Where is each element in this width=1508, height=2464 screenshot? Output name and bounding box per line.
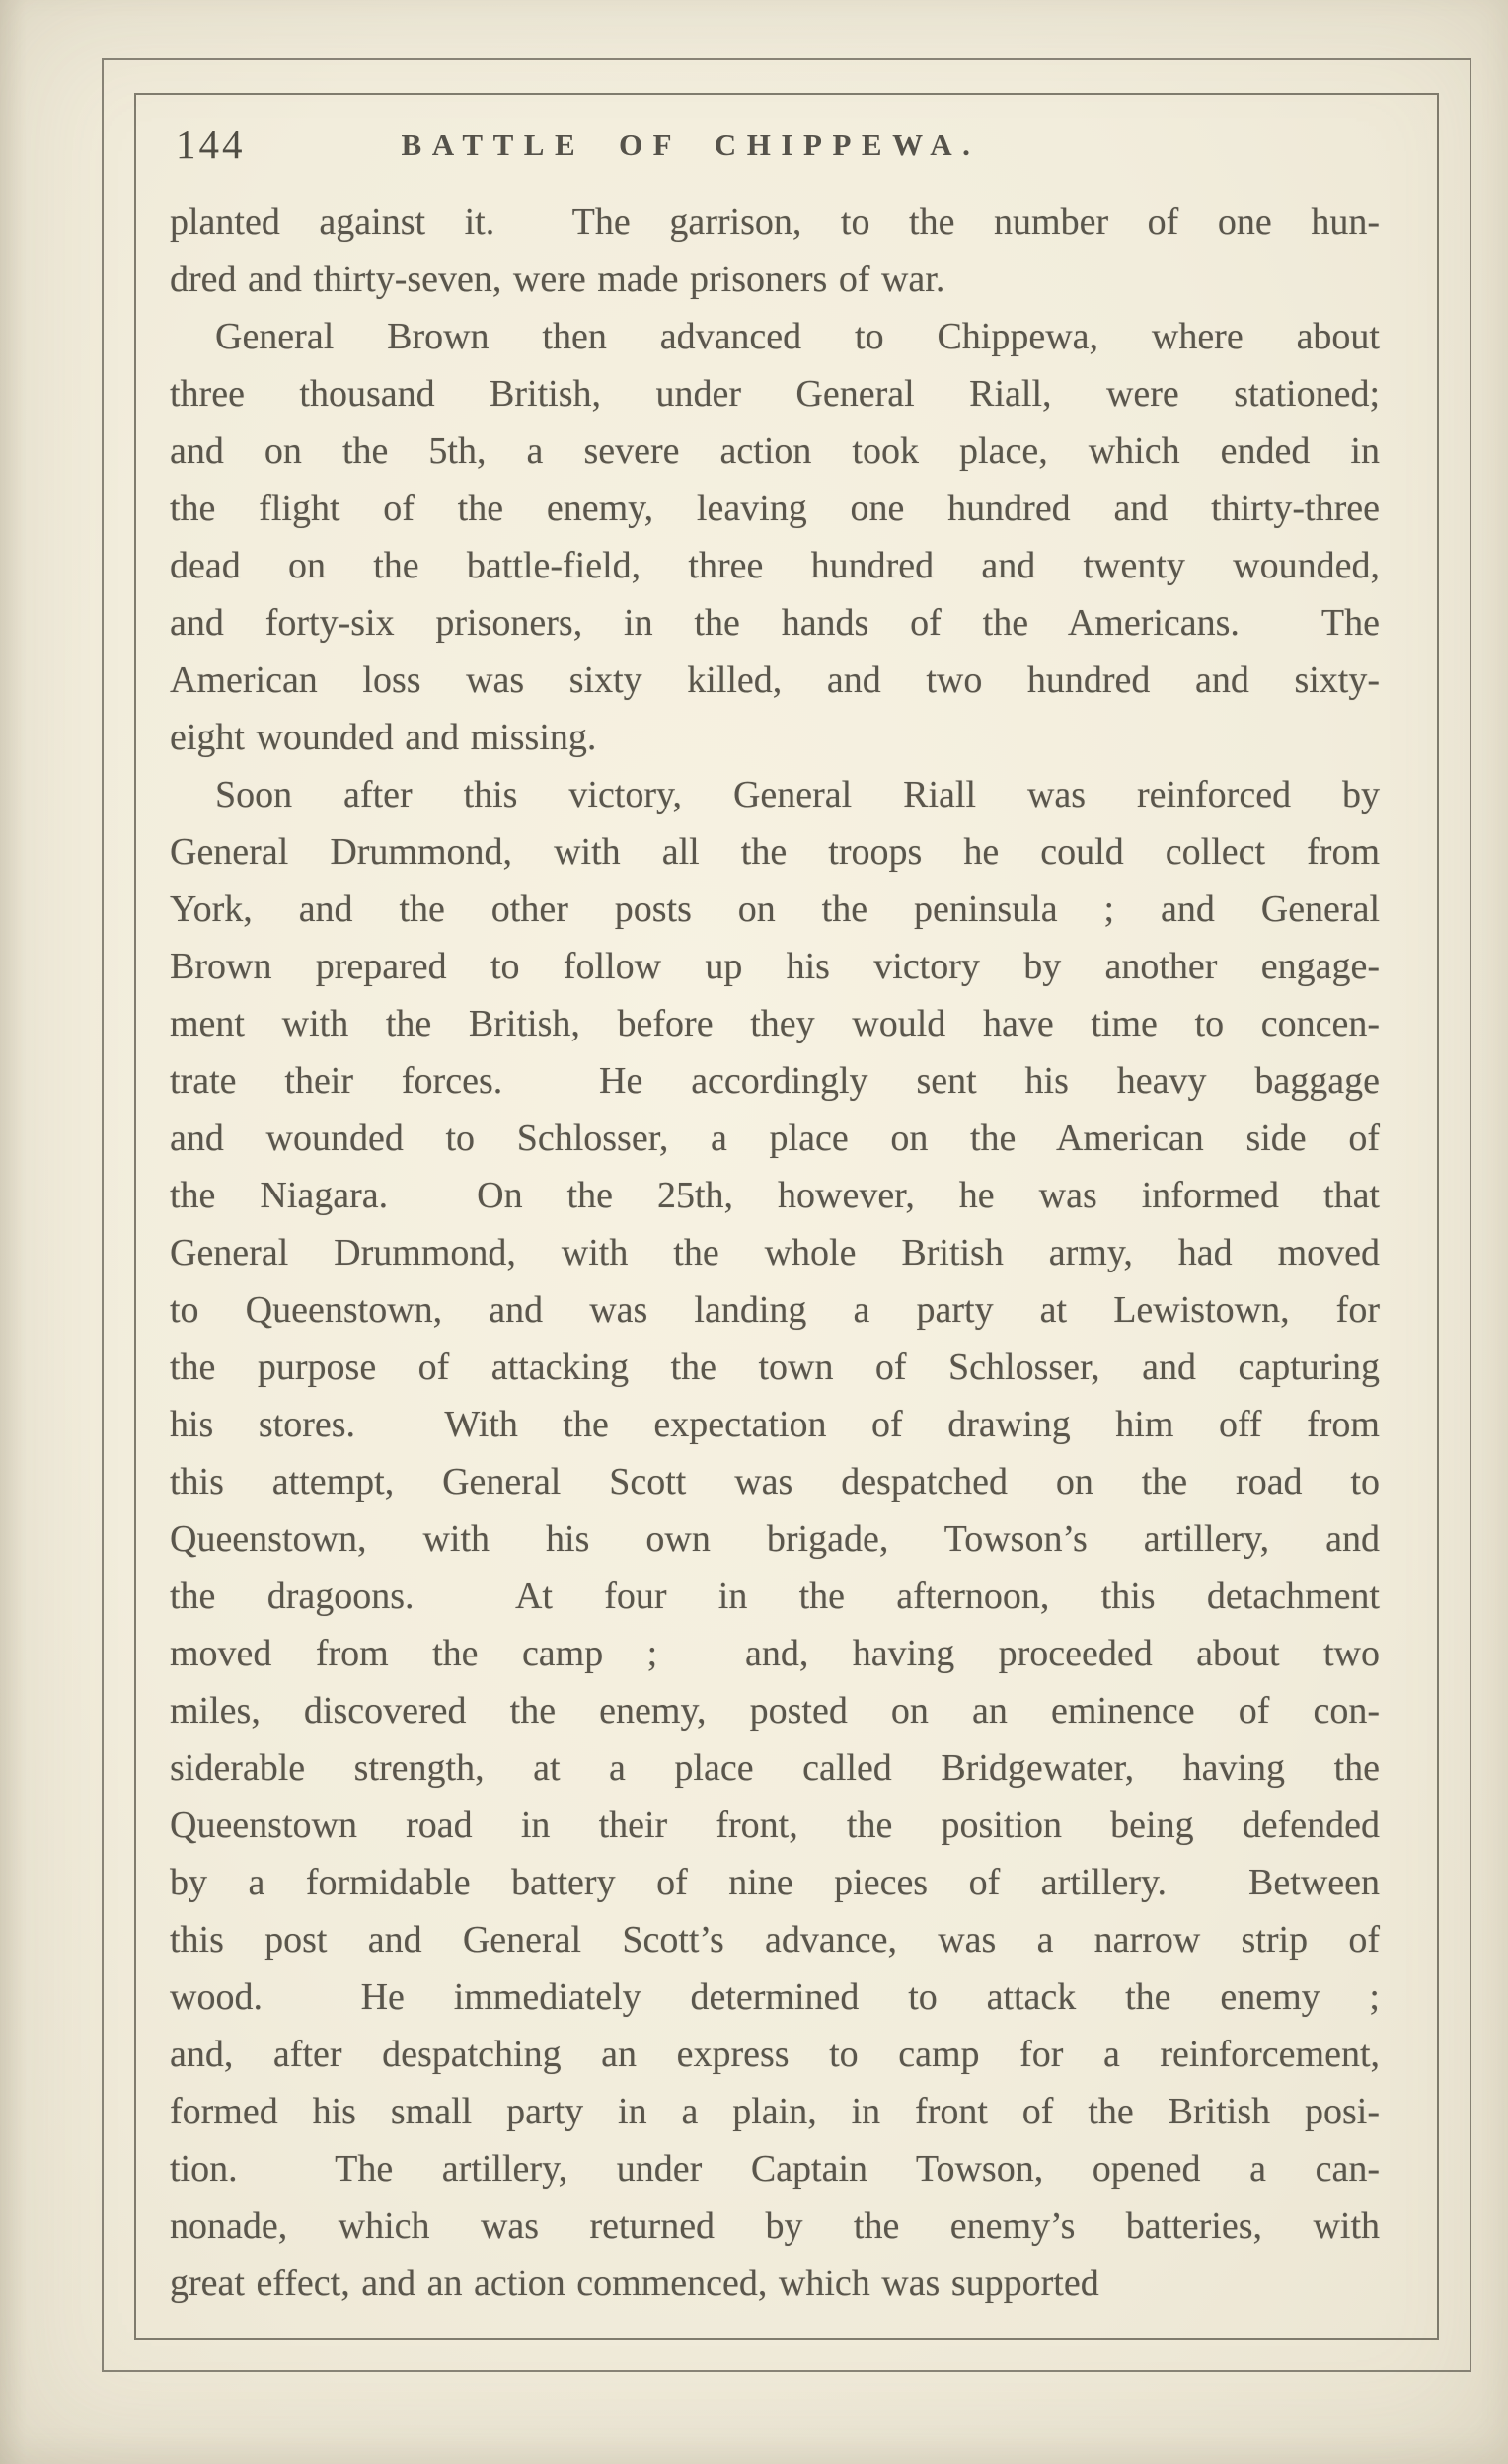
page-header bbox=[170, 120, 1380, 174]
text-line: wood. He immediately determined to attack the enemy ; bbox=[170, 1976, 1380, 2018]
text-line: planted against it. The garrison, to the number of one hun- bbox=[170, 201, 1380, 243]
text-line: formed his small party in a plain, in front of the British posi- bbox=[170, 2091, 1380, 2132]
text-line: General Drummond, with all the troops he could collect from bbox=[170, 831, 1380, 873]
text-line: trate their forces. He accordingly sent his heavy baggage bbox=[170, 1060, 1380, 1102]
text-line: Queenstown road in their front, the position being defended bbox=[170, 1805, 1380, 1846]
text-line: great effect, and an action commenced, which was supported bbox=[170, 2263, 1099, 2304]
text-line: eight wounded and missing. bbox=[170, 717, 597, 758]
text-line: this post and General Scott’s advance, was a narrow strip of bbox=[170, 1919, 1380, 1961]
text-line: and wounded to Schlosser, a place on the American side of bbox=[170, 1117, 1380, 1159]
text-line: miles, discovered the enemy, posted on an eminence of con- bbox=[170, 1690, 1380, 1732]
text-line: nonade, which was returned by the enemy’s batteries, with bbox=[170, 2205, 1380, 2247]
paragraph bbox=[170, 308, 1380, 766]
paragraph bbox=[170, 766, 1380, 2312]
text-line: the flight of the enemy, leaving one hundred and thirty-three bbox=[170, 488, 1380, 529]
text-line: moved from the camp ; and, having proceeded about two bbox=[170, 1633, 1380, 1674]
text-line: tion. The artillery, under Captain Towson, opened a can- bbox=[170, 2148, 1380, 2190]
paragraph bbox=[170, 193, 1380, 308]
text-line: and, after despatching an express to camp for a reinforcement, bbox=[170, 2034, 1380, 2075]
page-number: 144 bbox=[176, 121, 246, 167]
text-line: York, and the other posts on the peninsula ; and General bbox=[170, 888, 1380, 930]
text-line: General Brown then advanced to Chippewa, where about bbox=[215, 316, 1380, 357]
text-line: the purpose of attacking the town of Schlosser, and capturing bbox=[170, 1347, 1380, 1388]
text-line: Queenstown, with his own brigade, Towson’s artillery, and bbox=[170, 1518, 1380, 1560]
text-line: by a formidable battery of nine pieces of artillery. Between bbox=[170, 1862, 1380, 1903]
text-line: dred and thirty-seven, were made prisoners of war. bbox=[170, 259, 945, 300]
body-text bbox=[170, 193, 1380, 2312]
text-line: General Drummond, with the whole British army, had moved bbox=[170, 1232, 1380, 1273]
text-line: this attempt, General Scott was despatched on the road to bbox=[170, 1461, 1380, 1502]
text-line: Soon after this victory, General Riall was reinforced by bbox=[215, 774, 1380, 815]
text-line: the Niagara. On the 25th, however, he was informed that bbox=[170, 1175, 1380, 1216]
text-line: ment with the British, before they would have time to concen- bbox=[170, 1003, 1380, 1044]
text-line: three thousand British, under General Riall, were stationed; bbox=[170, 373, 1380, 415]
text-line: and on the 5th, a severe action took place, which ended in bbox=[170, 430, 1380, 472]
text-line: siderable strength, at a place called Bridgewater, having the bbox=[170, 1747, 1380, 1789]
text-line: and forty-six prisoners, in the hands of the Americans. The bbox=[170, 602, 1380, 644]
running-head: BATTLE OF CHIPPEWA. bbox=[401, 127, 981, 162]
text-line: his stores. With the expectation of drawing him off from bbox=[170, 1404, 1380, 1445]
text-line: the dragoons. At four in the afternoon, this detachment bbox=[170, 1576, 1380, 1617]
text-line: American loss was sixty killed, and two hundred and sixty- bbox=[170, 659, 1380, 701]
text-line: Brown prepared to follow up his victory by another engage- bbox=[170, 946, 1380, 987]
text-line: to Queenstown, and was landing a party at Lewistown, for bbox=[170, 1289, 1380, 1331]
text-line: dead on the battle-field, three hundred and twenty wounded, bbox=[170, 545, 1380, 586]
